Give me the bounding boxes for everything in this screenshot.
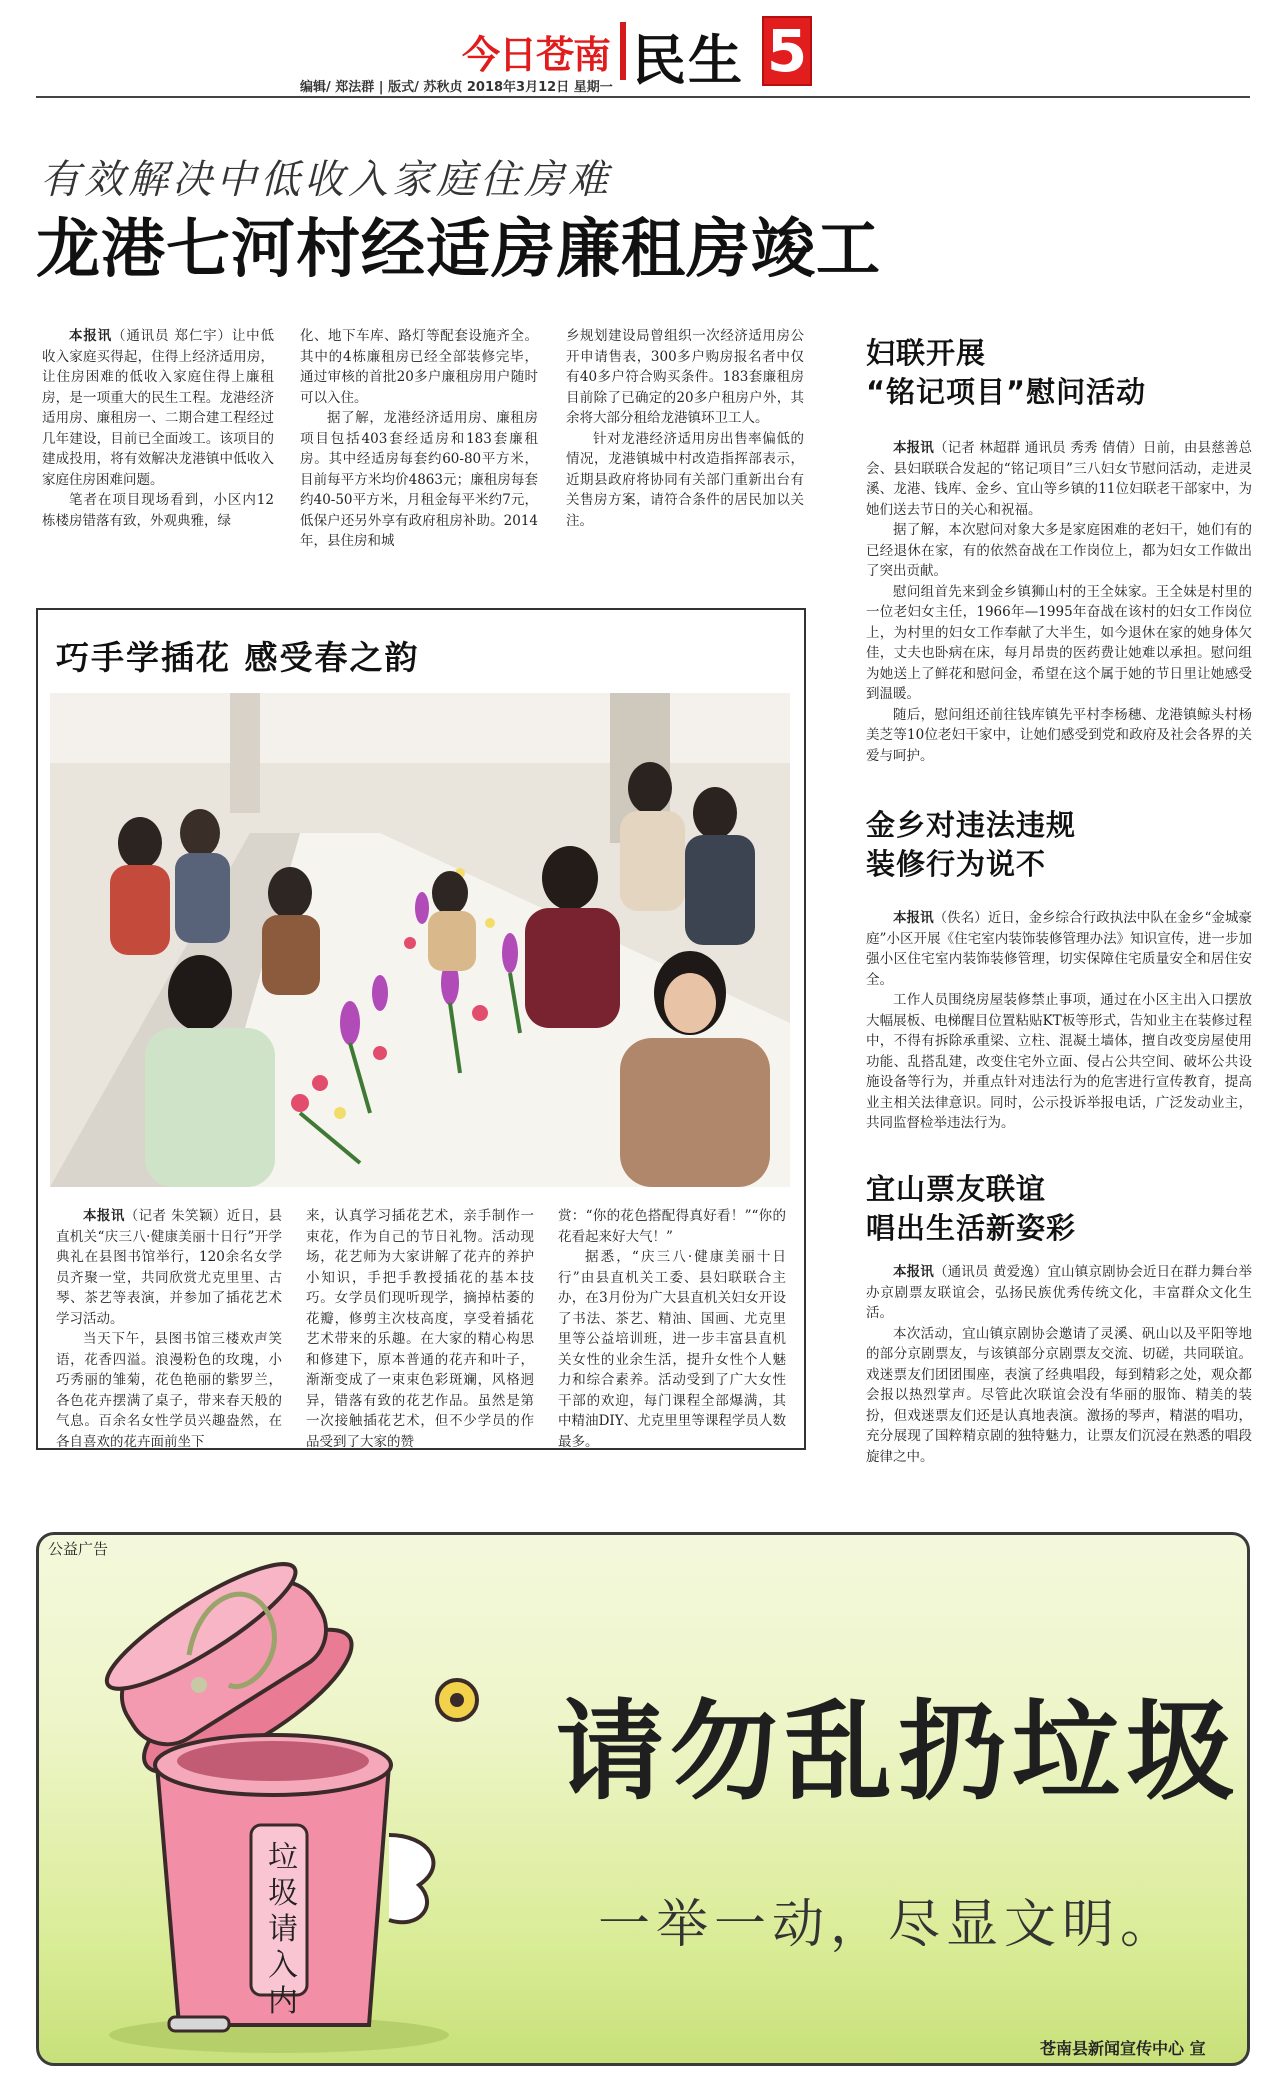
right-story-2-body: [866, 908, 1252, 1134]
lead-column-2: [300, 326, 538, 552]
byline-note: （记者 林超群 通讯员 秀秀 倩倩）: [933, 440, 1143, 456]
ad-label: 公益广告: [48, 1540, 109, 1558]
byline: 本报讯: [893, 440, 934, 456]
paragraph: 工作人员围绕房屋装修禁止事项，通过在小区主出入口摆放大幅展板、电梯醒目位置粘贴KT板等形式，告知业主在装修过程中，不得有拆除承重梁、立柱、混凝土墙体，擅自改变房屋使用功能、乱搭乱建，改变住宅外立面、侵占公共空间、破坏公共设施设备等行为，并重点针对违法行为的危害进行宣传教育，提高业主相关法律意识。同时，公示投诉举报电话，广泛发动业主，共同监督检举违法行为。: [866, 992, 1252, 1131]
title-line: 宜山票友联谊: [866, 1172, 1047, 1206]
right-story-2-title: [866, 806, 1076, 884]
paragraph: 宜山镇京剧协会近日在群力舞台举办京剧票友联谊会，弘扬民族优秀传统文化，丰富群众文化生活。: [866, 1264, 1253, 1321]
byline-note: （记者 朱笑颖）: [124, 1208, 227, 1224]
byline: 本报讯: [83, 1208, 125, 1224]
right-story-3-title: [866, 1170, 1076, 1248]
paragraph: 慰问组首先来到金乡镇狮山村的王全妹家。王全妹是村里的一位老妇女主任，1966年—1995年奋战在该村的妇女工作岗位上，为村里的妇女工作奉献了大半生，如今退休在家的她身体欠佳，丈夫也卧病在床，每月昂贵的医药费让她难以承担。慰问组为她送上了鲜花和慰问金，希望在这个属于她的节日里让她感受到温暖。: [866, 583, 1252, 702]
right-story-3-body: [866, 1262, 1252, 1467]
paragraph: 当天下午，县图书馆三楼欢声笑语，花香四溢。浪漫粉色的玫瑰，小巧秀丽的雏菊，花色艳丽的紫罗兰，各色花卉摆满了桌子，带来春天般的气息。百余名女性学员兴趣盎然，在各自喜欢的花卉面前坐下: [56, 1331, 282, 1450]
paragraph: 近日，县直机关“庆三八·健康美丽十日行”开学典礼在县图书馆举行，120余名女学员齐聚一堂，共同欣赏尤克里里、古琴、茶艺等表演，并参加了插花艺术学习活动。: [56, 1208, 283, 1327]
paragraph: 乡规划建设局曾组织一次经济适用房公开申请售表，300多户购房报名者中仅有40多户符合购买条件。183套廉租房目前除了已确定的20多户租房户外，其余将大部分租给龙港镇环卫工人。: [566, 328, 804, 426]
ad-credit: 苍南县新闻宣传中心 宣: [1040, 2039, 1206, 2058]
byline: 本报讯: [893, 1264, 934, 1280]
masthead-divider: [620, 22, 626, 80]
masthead-section: 民生: [632, 29, 744, 92]
ad-subslogan: 一举一动，尽显文明。: [598, 1895, 1179, 1955]
flower-column-2: [306, 1206, 534, 1452]
byline-note: （佚名）: [933, 910, 988, 926]
title-line: 唱出生活新姿彩: [866, 1211, 1077, 1245]
flower-class-photo: [50, 693, 790, 1187]
flower-story-title: 巧手学插花 感受春之韵: [56, 638, 420, 677]
flower-column-3: [558, 1206, 786, 1452]
paragraph: 化、地下车库、路灯等配套设施齐全。其中的4栋廉租房已经全部装修完毕，通过审核的首批20多户廉租房用户随时可以入住。: [300, 328, 538, 406]
paragraph: 据了解，本次慰问对象大多是家庭困难的老妇干，她们有的已经退休在家，有的依然奋战在工作岗位上，都为妇女工作做出了突出贡献。: [866, 522, 1252, 579]
byline: 本报讯: [893, 910, 934, 926]
flower-column-1: [56, 1206, 282, 1452]
title-line: 装修行为说不: [866, 847, 1047, 881]
byline-note: （通讯员 黄爱逸）: [933, 1264, 1048, 1280]
paragraph: 据了解，龙港经济适用房、廉租房项目包括403套经适房和183套廉租房。其中经适房每套约60-80平方米，目前每平方米均价4863元；廉租房每套约40-50平方米，月租金每平米约7元，低保户还另外享有政府租房补助。2014年，县住房和城: [300, 410, 538, 549]
masthead-info: 编辑/ 郑法群 | 版式/ 苏秋贞 2018年3月12日 星期一: [300, 80, 613, 95]
lead-column-1: [42, 326, 274, 531]
masthead-page-number: 5: [762, 16, 812, 86]
paragraph: 据悉，“庆三八·健康美丽十日行”由县直机关工委、县妇联联合主办，在3月份为广大县直机关妇女开设了书法、茶艺、精油、国画、尤克里里等公益培训班，进一步丰富县直机关女性的业余生活，提升女性个人魅力和综合素养。活动受到了广大女性干部的欢迎，每门课程全部爆满，其中精油DIY、尤克里里等课程学员人数最多。: [558, 1249, 786, 1450]
right-story-1-title: [866, 334, 1146, 412]
right-story-1-body: [866, 438, 1252, 766]
paragraph: 针对龙港经济适用房出售率偏低的情况，龙港镇城中村改造指挥部表示，近期县政府将协同有关部门重新出台有关售房方案，请符合条件的居民加以关注。: [566, 430, 804, 529]
paragraph: 让中低收入家庭买得起，住得上经济适用房，让住房困难的低收入家庭住得上廉租房，是一项重大的民生工程。龙港经济适用房、廉租房一、二期合建工程经过几年建设，目前已全面竣工。该项目的建成投用，将有效解决龙港镇中低收入家庭住房困难问题。: [42, 328, 275, 488]
lead-column-3: [566, 326, 804, 531]
byline-note: （通讯员 郑仁宇）: [112, 328, 232, 344]
masthead-rule: [36, 96, 1250, 98]
paragraph: 近日，金乡综合行政执法中队在金乡“金城豪庭”小区开展《住宅室内装饰装修管理办法》知识宣传，进一步加强小区住宅室内装饰装修管理，切实保障住宅质量安全和居住安全。: [866, 910, 1253, 988]
paragraph: 本次活动，宜山镇京剧协会邀请了灵溪、矾山以及平阳等地的部分京剧票友，与该镇部分京剧票友交流、切磋，共同联谊。戏迷票友们团团围座，表演了经典唱段，每到精彩之处，观众都会报以热烈掌声。尽管此次联谊会没有华丽的服饰、精美的装扮，但戏迷票友们还是认真地表演。激扬的琴声，精湛的唱功，充分展现了国粹精京剧的独特魅力，让票友们沉浸在熟悉的唱段旋律之中。: [866, 1325, 1252, 1465]
ad-slogan: 请勿乱扔垃圾: [556, 1690, 1241, 1815]
paragraph: 日前，由县慈善总会、县妇联联合发起的“铭记项目”三八妇女节慰问活动，走进灵溪、龙港、钱库、金乡、宜山等乡镇的11位妇联老干部家中，为她们送去节日的关心和祝福。: [866, 440, 1253, 518]
paragraph: 来，认真学习插花艺术，亲手制作一束花，作为自己的节日礼物。活动现场，花艺师为大家讲解了花卉的养护小知识，手把手教授插花的基本技巧。女学员们现听现学，摘掉枯萎的花瓣，修剪主次枝高度，享受着插花艺术带来的乐趣。在大家的精心构思和修建下，原本普通的花卉和叶子，渐渐变成了一束束色彩斑斓，风格迥异，错落有致的花艺作品。虽然是第一次接触插花艺术，但不少学员的作品受到了大家的赞: [306, 1208, 534, 1450]
byline: 本报讯: [69, 328, 113, 344]
bin-label: 垃圾请入内: [268, 1840, 298, 2019]
title-line: 金乡对违法违规: [866, 808, 1077, 842]
masthead-paper-name: 今日苍南: [462, 33, 611, 77]
paragraph: 随后，慰问组还前往钱库镇先平村李杨穗、龙港镇鲸头村杨美芝等10位老妇干家中，让她们感受到党和政府及社会各界的关爱与呵护。: [866, 706, 1252, 764]
paragraph: 笔者在项目现场看到，小区内12栋楼房错落有致，外观典雅，绿: [42, 492, 274, 529]
title-line: “铭记项目”慰问活动: [866, 375, 1147, 409]
lead-subtitle: 有效解决中低收入家庭住房难: [40, 157, 612, 203]
lead-title: 龙港七河村经适房廉租房竣工: [36, 213, 881, 287]
title-line: 妇联开展: [866, 336, 987, 370]
paragraph: 赏：“你的花色搭配得真好看！”“你的花看起来好大气！”: [558, 1208, 786, 1245]
